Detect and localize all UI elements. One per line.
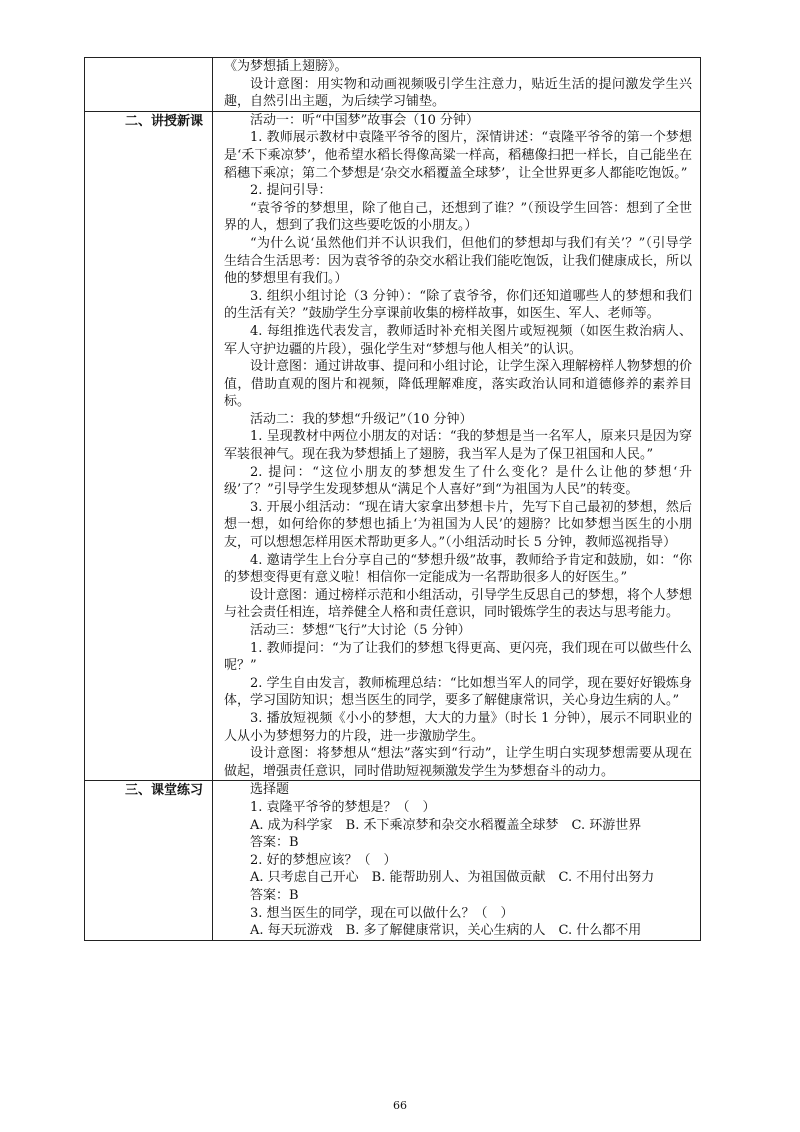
content-paragraph: A. 每天玩游戏 B. 多了解健康常识，关心生病的人 C. 什么都不用 — [250, 923, 642, 939]
section-label: 二、讲授新课 — [124, 113, 203, 129]
section-row — [85, 111, 701, 781]
section-content — [213, 112, 700, 781]
content-paragraph: 设计意图：通过讲故事、提问和小组讨论，让学生深入理解榜样人物梦想的价值，借助直观的图片和视频，降低理解难度，落实政治认同和道德修养的素养目标。 — [224, 359, 693, 410]
content-paragraph: “袁爷爷的梦想里，除了他自己，还想到了谁？”（预设学生回答：想到了全世界的人，想到了我们这些要吃饭的小朋友。） — [224, 200, 692, 234]
content-paragraph: 1. 呈现教材中两位小朋友的对话：“我的梦想是当一名军人，原来只是因为穿军装很神气。现在我为梦想插上了翅膀，我当军人是为了保卫祖国和人民。” — [224, 429, 692, 463]
section-content — [213, 58, 700, 111]
section-label-cell — [85, 781, 213, 940]
content-paragraph: 3. 播放短视频《小小的梦想，大大的力量》（时长 1 分钟），展示不同职业的人从小为梦想努力的片段，进一步激励学生。 — [224, 710, 692, 744]
section-label: 三、课堂练习 — [124, 783, 203, 799]
content-paragraph: 3. 开展小组活动：“现在请大家拿出梦想卡片，先写下自己最初的梦想，然后想一想，如何给你的梦想也插上‘为祖国为人民’的翅膀？比如梦想当医生的小朋友，可以想想怎样用医术帮助更多人。”（小组活动时长 5 分钟，教师巡视指导） — [224, 499, 692, 551]
content-paragraph: 3. 组织小组讨论（3 分钟）：“除了袁爷爷，你们还知道哪些人的梦想和我们的生活有关？”鼓励学生分享课前收集的榜样故事，如医生、军人、老师等。 — [224, 288, 692, 322]
page-number: 66 — [393, 1099, 407, 1112]
content-paragraph: 1. 袁隆平爷爷的梦想是？（ ） — [250, 799, 436, 815]
section-content-cell — [213, 781, 701, 940]
content-paragraph: 设计意图：用实物和动画视频吸引学生注意力，贴近生活的提问激发学生兴趣，自然引出主题，为后续学习铺垫。 — [224, 76, 692, 110]
content-paragraph: A. 成为科学家 B. 禾下乘凉梦和杂交水稻覆盖全球梦 C. 环游世界 — [250, 817, 642, 833]
content-paragraph: 设计意图：将梦想从“想法”落实到“行动”，让学生明白实现梦想需要从现在做起，增强责任意识，同时借助短视频激发学生为梦想奋斗的动力。 — [224, 746, 692, 779]
content-paragraph: 答案：B — [250, 887, 299, 903]
content-paragraph: 活动二：我的梦想“升级记”（10 分钟） — [250, 411, 473, 427]
section-label-cell — [85, 58, 213, 112]
content-paragraph: 《为梦想插上翅膀》。 — [224, 59, 348, 74]
section-label-cell — [85, 111, 213, 781]
content-paragraph: 活动一：听“中国梦”故事会（10 分钟） — [250, 112, 479, 128]
content-paragraph: 设计意图：通过榜样示范和小组活动，引导学生反思自己的梦想，将个人梦想与社会责任相连，培养健全人格和责任意识，同时锻炼学生的表达与思考能力。 — [224, 587, 693, 621]
section-row — [85, 781, 701, 940]
content-paragraph: 1. 教师提问：“为了让我们的梦想飞得更高、更闪亮，我们现在可以做些什么呢？” — [224, 640, 692, 674]
section-row — [85, 58, 701, 112]
content-paragraph: 活动三：梦想“飞行”大讨论（5 分钟） — [250, 623, 471, 638]
section-content — [213, 781, 700, 939]
content-paragraph: “为什么说‘虽然他们并不认识我们，但他们的梦想却与我们有关’？”（引导学生结合生活思考：因为袁爷爷的杂交水稻让我们能吃饱饭，让我们健康成长，所以他的梦想里有我们。） — [224, 235, 693, 287]
content-paragraph: 2. 好的梦想应该？（ ） — [250, 852, 397, 868]
content-paragraph: 1. 教师展示教材中袁隆平爷爷的图片，深情讲述：“袁隆平爷爷的第一个梦想是‘禾下乘凉梦’，他希望水稻长得像高粱一样高，稻穗像扫把一样长，自己能坐在稻穗下乘凉；第二个梦想是‘杂交水稻覆盖全球梦’，让全世界更多人都能吃饱饭。” — [224, 130, 692, 181]
content-paragraph: 4. 邀请学生上台分享自己的“梦想升级”故事，教师给予肯定和鼓励，如：“你的梦想变得更有意义啦！相信你一定能成为一名帮助很多人的好医生。” — [224, 552, 692, 586]
content-paragraph: 答案：B — [250, 835, 299, 851]
content-paragraph: 选择题 — [250, 782, 290, 798]
content-paragraph: 2. 提问：“这位小朋友的梦想发生了什么变化？是什么让他的梦想‘升级’了？”引导学生发现梦想从“满足个人喜好”到“为祖国为人民”的转变。 — [224, 464, 692, 498]
lesson-plan-table — [84, 57, 701, 941]
content-paragraph: 2. 提问引导： — [250, 183, 332, 199]
content-paragraph: 2. 学生自由发言，教师梳理总结：“比如想当军人的同学，现在要好好锻炼身体，学习国防知识；想当医生的同学，要多了解健康常识，关心身边生病的人。” — [224, 675, 692, 709]
content-paragraph: A. 只考虑自己开心 B. 能帮助别人、为祖国做贡献 C. 不用付出努力 — [250, 870, 655, 886]
section-content-cell — [213, 111, 701, 781]
section-content-cell — [213, 58, 701, 112]
table-body — [85, 58, 701, 941]
content-paragraph: 3. 想当医生的同学，现在可以做什么？（ ） — [250, 905, 514, 921]
content-paragraph: 4. 每组推选代表发言，教师适时补充相关图片或短视频（如医生救治病人、军人守护边疆的片段），强化学生对“梦想与他人相关”的认识。 — [224, 323, 692, 357]
